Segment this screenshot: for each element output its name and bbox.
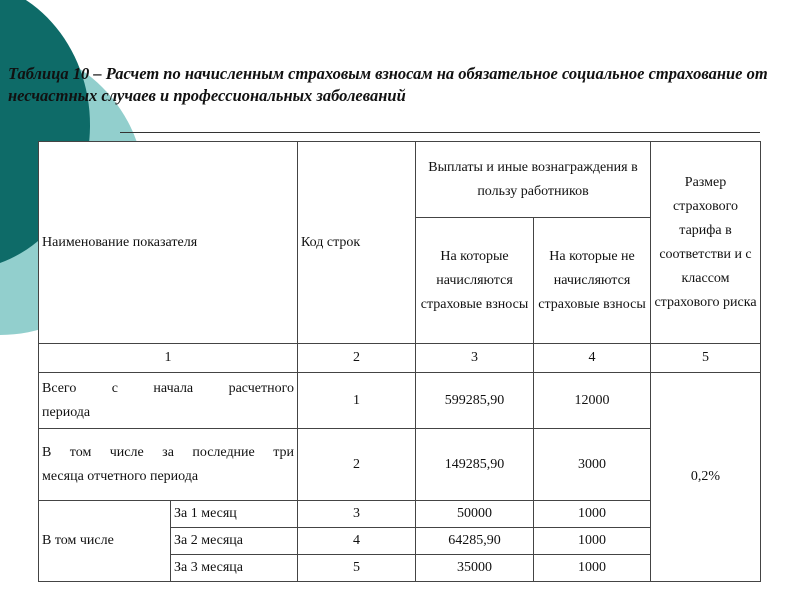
row-total-subject: 599285,90 <box>416 373 534 429</box>
row-month-1-label: За 1 месяц <box>171 501 298 528</box>
row-month-1-not-subject: 1000 <box>534 501 651 528</box>
row-last-three-label <box>39 429 298 501</box>
col-number-4: 4 <box>534 344 651 373</box>
tariff-value: 0,2% <box>651 373 761 582</box>
row-month-2-code: 4 <box>298 528 416 555</box>
row-including-label: В том числе <box>39 501 171 582</box>
row-total-code: 1 <box>298 373 416 429</box>
header-indicator-name: Наименование показателя <box>39 142 298 344</box>
row-total-label-line2: периода <box>42 404 91 420</box>
row-month-3-label: За 3 месяца <box>171 555 298 582</box>
row-total-label <box>39 373 298 429</box>
row-month-2-label: За 2 месяца <box>171 528 298 555</box>
header-subject-to-contributions: На которые начисляются страховые взносы <box>416 218 534 344</box>
row-last-three-label-line1: В том числе за последние три <box>42 444 294 460</box>
insurance-contributions-table <box>38 141 761 582</box>
header-payments: Выплаты и иные вознаграждения в пользу работников <box>416 142 651 218</box>
row-month-2-subject: 64285,90 <box>416 528 534 555</box>
table-title: Таблица 10 – Расчет по начисленным страховым взносам на обязательное социальное страхование от несчастных случаев и профессиональных заболеваний <box>8 64 768 105</box>
row-last-three-label-line2: месяца отчетного периода <box>42 468 199 484</box>
row-total-label-line1: Всего с начала расчетного <box>42 380 294 396</box>
row-total-not-subject: 12000 <box>534 373 651 429</box>
title-underline <box>120 132 760 133</box>
row-last-three-code: 2 <box>298 429 416 501</box>
header-not-subject-to-contributions: На которые не начисляются страховые взносы <box>534 218 651 344</box>
row-month-1-code: 3 <box>298 501 416 528</box>
col-number-2: 2 <box>298 344 416 373</box>
row-month-1-subject: 50000 <box>416 501 534 528</box>
table-row-total <box>39 373 761 429</box>
row-month-3-not-subject: 1000 <box>534 555 651 582</box>
row-month-3-code: 5 <box>298 555 416 582</box>
col-number-5: 5 <box>651 344 761 373</box>
header-line-code: Код строк <box>298 142 416 344</box>
row-month-3-subject: 35000 <box>416 555 534 582</box>
col-number-1: 1 <box>39 344 298 373</box>
header-tariff: Размер страхового тарифа в соответстви и с классом страхового риска <box>651 142 761 344</box>
row-last-three-subject: 149285,90 <box>416 429 534 501</box>
row-month-2-not-subject: 1000 <box>534 528 651 555</box>
col-number-3: 3 <box>416 344 534 373</box>
row-last-three-not-subject: 3000 <box>534 429 651 501</box>
